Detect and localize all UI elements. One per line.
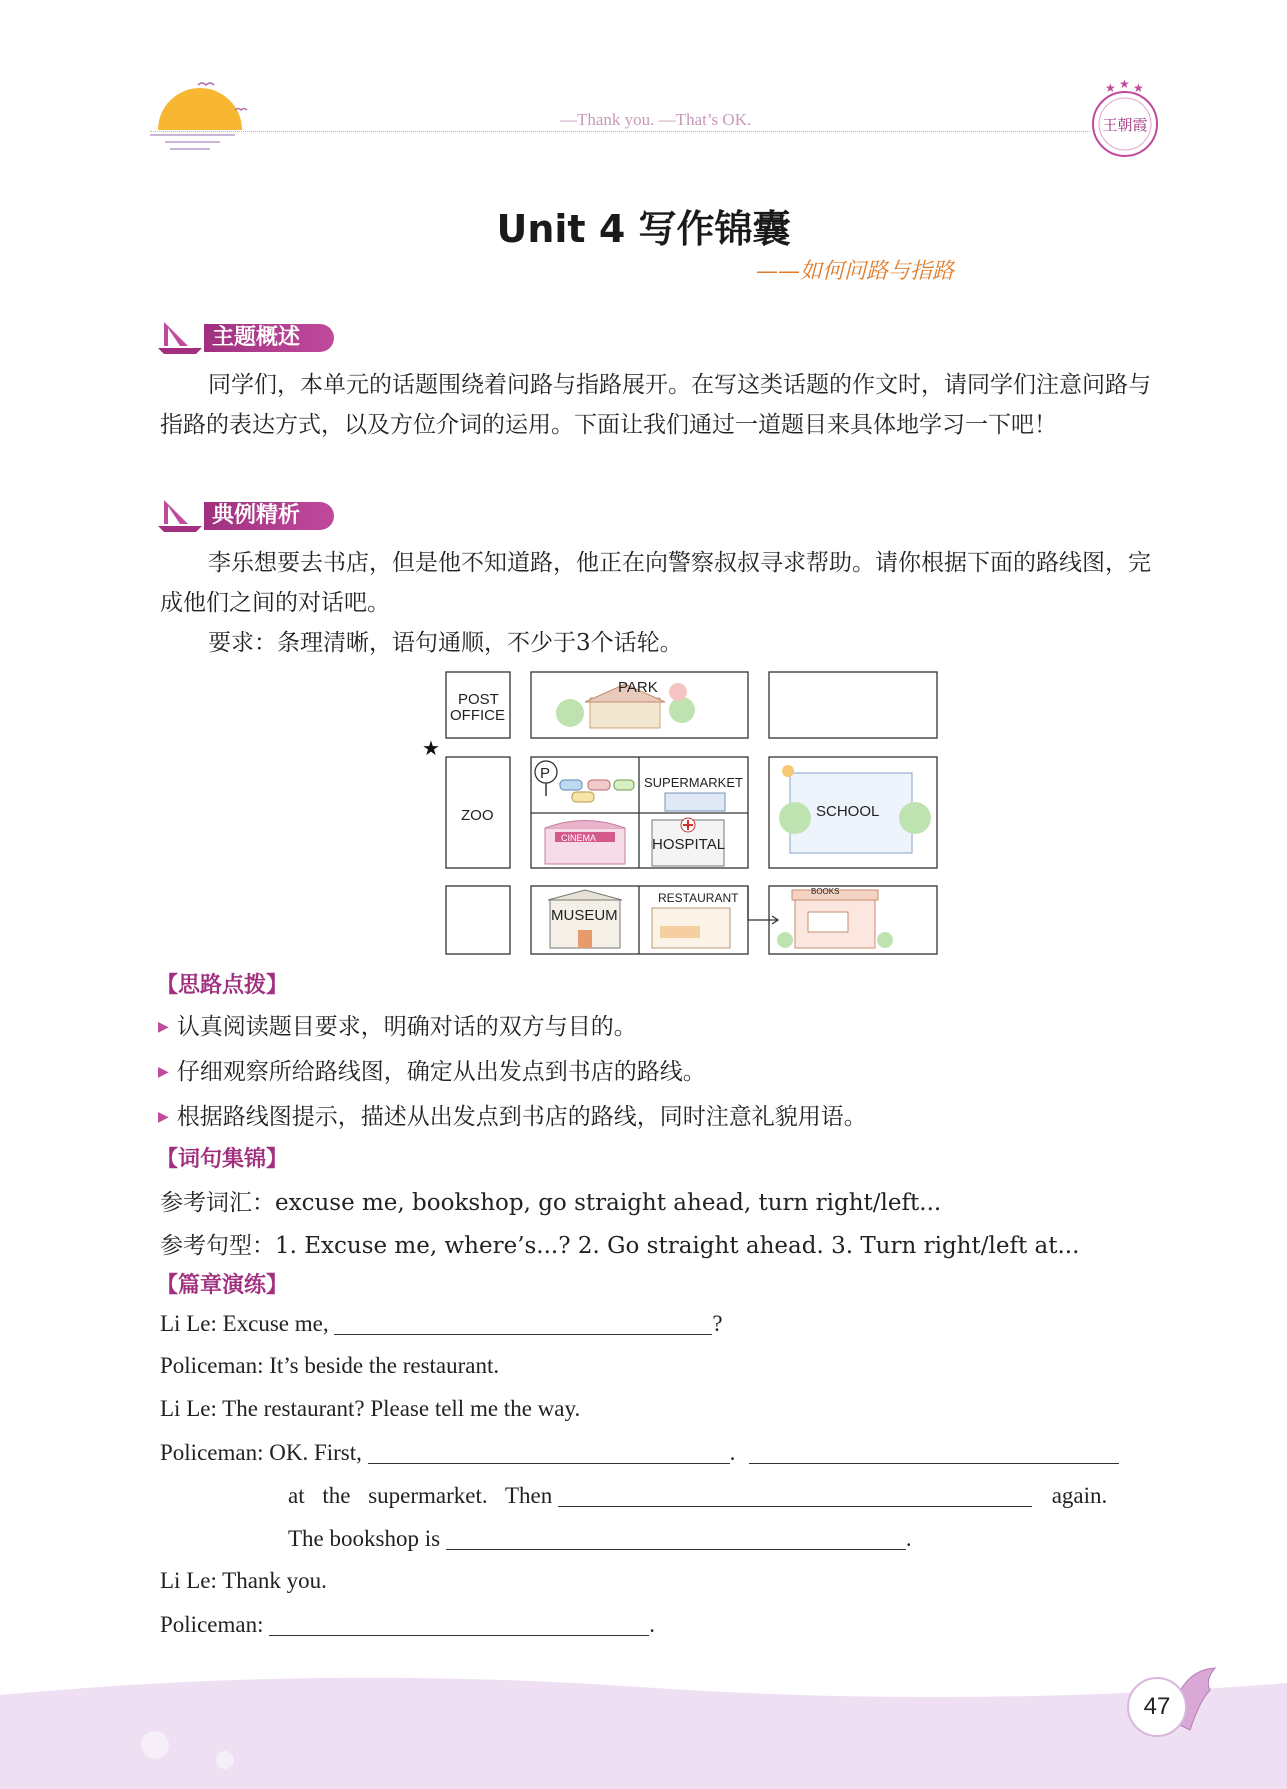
footer-wave [0, 1665, 1287, 1789]
hint-item: ▶ 根据路线图提示，描述从出发点到书店的路线，同时注意礼貌用语。 [158, 1104, 867, 1130]
map-label-supermarket: SUPERMARKET [644, 775, 743, 790]
answer-blank[interactable] [334, 1310, 712, 1335]
section-label: 主题概述 [204, 324, 334, 352]
page-title: Unit 4 写作锦囊 [496, 207, 791, 251]
header-text: —Thank you. —That’s OK. [560, 110, 752, 129]
page-subtitle: ——如何问路与指路 [756, 259, 955, 284]
svg-text:★: ★ [1119, 80, 1130, 91]
map-label-zoo: ZOO [461, 807, 494, 824]
map-label-cinema: CINEMA [561, 833, 597, 843]
svg-text:★: ★ [1133, 81, 1144, 95]
map-label-post-office: POST [458, 691, 499, 708]
section-heading-example [158, 498, 388, 532]
map-label-books: BOOKS [811, 887, 840, 896]
section-heading-overview [158, 320, 388, 354]
bookshop-illustration [777, 890, 893, 948]
map-label-school: SCHOOL [816, 803, 880, 820]
page-number-badge [1127, 1677, 1187, 1737]
answer-blank[interactable] [749, 1439, 1119, 1464]
start-star-icon: ★ [422, 736, 440, 760]
vocab-heading: 【词句集锦】 [156, 1147, 289, 1172]
bullet-triangle-icon: ▶ [158, 1064, 169, 1080]
answer-blank[interactable] [558, 1482, 1032, 1507]
cars-illustration [560, 780, 634, 802]
dialogue-line: Li Le: Excuse me, ? [160, 1311, 723, 1336]
dialogue-line: Li Le: Thank you. [160, 1568, 327, 1593]
dialogue-line: The bookshop is . [288, 1526, 912, 1551]
bullet-triangle-icon: ▶ [158, 1019, 169, 1035]
overview-paragraph: 同学们，本单元的话题围绕着问路与指路展开。在写这类话题的作文时，请同学们注意问路与指路的表达方式，以及方位介词的运用。下面让我们通过一道题目来具体地学习一下吧！ [160, 372, 1151, 438]
reference-sentences: 参考句型：1. Excuse me, where’s...? 2. Go straight ahead. 3. Turn right/left at... [160, 1233, 1080, 1259]
hint-item: ▶ 仔细观察所给路线图，确定从出发点到书店的路线。 [158, 1059, 706, 1085]
reference-words: 参考词汇：excuse me, bookshop, go straight ahead, turn right/left... [160, 1190, 942, 1216]
seal-text: 王朝霞 [1102, 116, 1148, 134]
dialogue-line: Policeman: . [160, 1612, 655, 1637]
bullet-triangle-icon: ▶ [158, 1109, 169, 1125]
answer-blank[interactable] [446, 1525, 906, 1550]
sun-decoration-icon [150, 80, 260, 155]
sailboat-icon [158, 498, 208, 532]
route-map [420, 668, 945, 958]
requirement-text: 要求：条理清晰，语句通顺，不少于3个话轮。 [208, 630, 683, 656]
header-divider [150, 131, 1090, 132]
example-paragraph: 李乐想要去书店，但是他不知道路，他正在向警察叔叔寻求帮助。请你根据下面的路线图，完成他们之间的对话吧。 要求：条理清晰，语句通顺，不少于3个话轮。 [160, 543, 1155, 663]
supermarket-illustration [665, 793, 725, 811]
practice-heading: 【篇章演练】 [156, 1273, 289, 1298]
page-number: 47 [1143, 1693, 1171, 1720]
answer-blank[interactable] [368, 1439, 730, 1464]
map-label-museum: MUSEUM [551, 907, 618, 924]
dialogue-line: at the supermarket. Then again. [288, 1483, 1108, 1508]
map-label-restaurant: RESTAURANT [658, 891, 739, 905]
map-label-parking: P [540, 765, 551, 782]
svg-text:★: ★ [1105, 81, 1116, 95]
hint-item: ▶ 认真阅读题目要求，明确对话的双方与目的。 [158, 1014, 637, 1040]
map-label-hospital: HOSPITAL [652, 836, 726, 853]
answer-blank[interactable] [269, 1611, 649, 1636]
section-label: 典例精析 [204, 502, 334, 530]
hints-heading: 【思路点拨】 [156, 973, 289, 998]
dialogue-line: Policeman: It’s beside the restaurant. [160, 1353, 500, 1378]
map-label-park: PARK [618, 679, 658, 696]
sailboat-icon [158, 320, 208, 354]
brand-seal [1085, 80, 1165, 160]
map-label-post-office: OFFICE [450, 707, 505, 724]
restaurant-illustration [652, 908, 730, 948]
dialogue-line: Policeman: OK. First, . [160, 1439, 1119, 1466]
dialogue-line: Li Le: The restaurant? Please tell me the way. [160, 1396, 581, 1421]
